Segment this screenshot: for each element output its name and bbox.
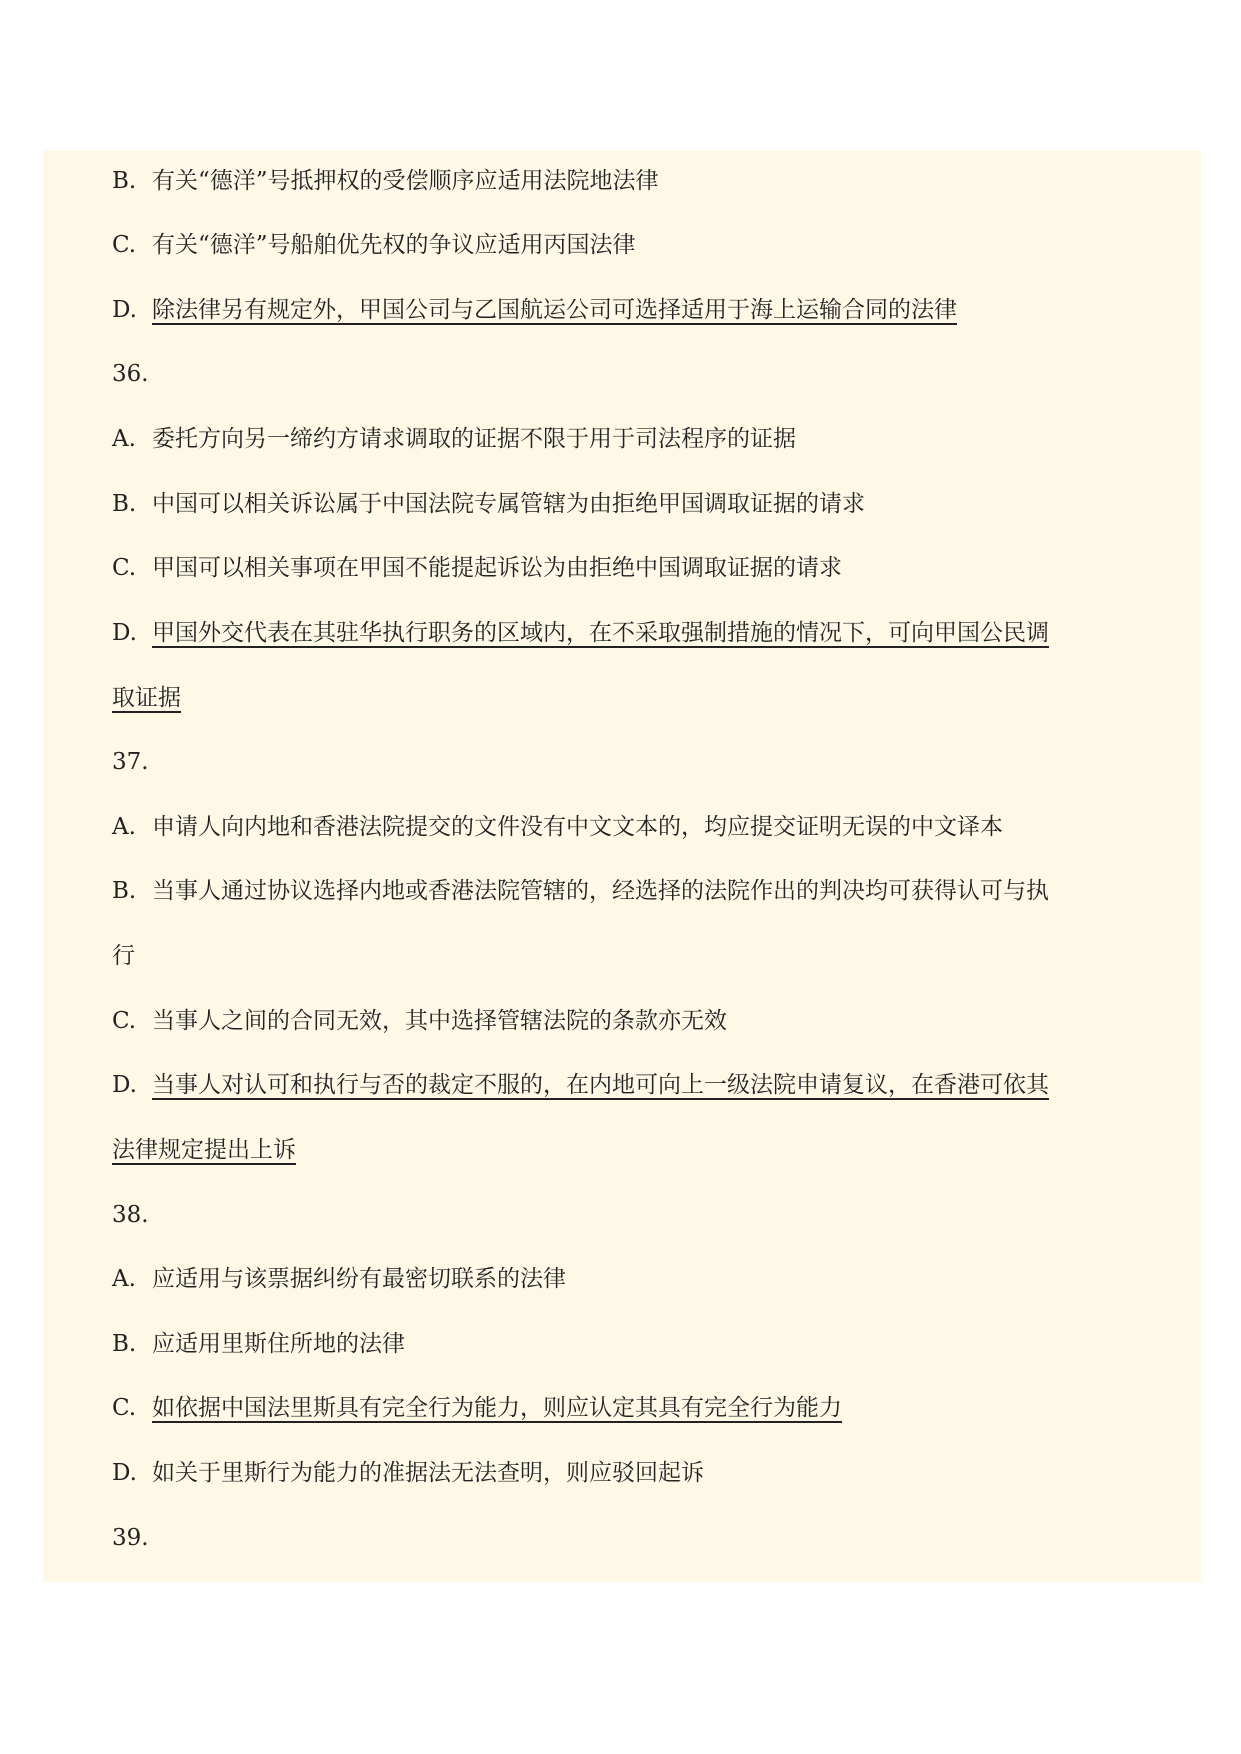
option-text: 应适用里斯住所地的法律 (152, 1331, 405, 1357)
document-page (43, 150, 1201, 1582)
option-a-q37 (112, 812, 1003, 842)
option-d-q36-continued (112, 683, 181, 713)
question-number-38: 38. (112, 1202, 149, 1228)
option-c-q37 (112, 1006, 727, 1036)
option-label: B. (112, 1331, 137, 1357)
option-text: 当事人通过协议选择内地或香港法院管辖的，经选择的法院作出的判决均可获得认可与执 (152, 878, 1049, 904)
option-text: 委托方向另一缔约方请求调取的证据不限于用于司法程序的证据 (152, 426, 796, 452)
option-d-q38 (112, 1458, 704, 1488)
option-a-q36 (112, 424, 796, 454)
option-label: C. (112, 555, 137, 581)
option-text-answer: 当事人对认可和执行与否的裁定不服的，在内地可向上一级法院申请复议，在香港可依其 (152, 1072, 1049, 1098)
option-a-q38 (112, 1264, 566, 1294)
option-label: A. (112, 426, 136, 452)
option-label: B. (112, 491, 137, 517)
option-b-q36 (112, 489, 865, 519)
option-text: 应适用与该票据纠纷有最密切联系的法律 (152, 1266, 566, 1292)
question-number-37: 37. (112, 749, 149, 775)
option-label: B. (112, 878, 137, 904)
option-text: 有关“德洋”号船舶优先权的争议应适用丙国法律 (152, 232, 636, 258)
option-label: D. (112, 297, 137, 323)
option-label: C. (112, 232, 137, 258)
option-text: 甲国可以相关事项在甲国不能提起诉讼为由拒绝中国调取证据的请求 (152, 555, 842, 581)
option-text-answer: 除法律另有规定外，甲国公司与乙国航运公司可选择适用于海上运输合同的法律 (152, 297, 957, 323)
option-c-q38 (112, 1393, 842, 1423)
option-b-q37 (112, 876, 1049, 906)
option-text-answer: 法律规定提出上诉 (112, 1137, 296, 1163)
option-text-answer: 甲国外交代表在其驻华执行职务的区域内，在不采取强制措施的情况下，可向甲国公民调 (152, 620, 1049, 646)
option-label: A. (112, 1266, 136, 1292)
option-c-q36 (112, 553, 842, 583)
option-d-q37-continued (112, 1135, 296, 1165)
option-label: C. (112, 1395, 137, 1421)
question-number-36: 36. (112, 361, 149, 387)
option-label: D. (112, 1072, 137, 1098)
option-d-q36 (112, 618, 1049, 648)
option-text-answer: 如依据中国法里斯具有完全行为能力，则应认定其具有完全行为能力 (152, 1395, 842, 1421)
option-d-q35 (112, 295, 957, 325)
option-d-q37 (112, 1070, 1049, 1100)
option-b-q35 (112, 166, 659, 196)
option-c-q35 (112, 230, 636, 260)
option-text: 申请人向内地和香港法院提交的文件没有中文文本的，均应提交证明无误的中文译本 (152, 814, 1003, 840)
option-label: C. (112, 1008, 137, 1034)
option-text: 如关于里斯行为能力的准据法无法查明，则应驳回起诉 (152, 1460, 704, 1486)
option-text: 当事人之间的合同无效，其中选择管辖法院的条款亦无效 (152, 1008, 727, 1034)
option-text: 有关“德洋”号抵押权的受偿顺序应适用法院地法律 (152, 168, 659, 194)
option-text: 中国可以相关诉讼属于中国法院专属管辖为由拒绝甲国调取证据的请求 (152, 491, 865, 517)
question-number-39: 39. (112, 1525, 149, 1551)
option-text-answer: 取证据 (112, 685, 181, 711)
option-b-q38 (112, 1329, 405, 1359)
option-label: D. (112, 620, 137, 646)
option-label: B. (112, 168, 137, 194)
option-b-q37-continued: 行 (112, 943, 135, 969)
option-label: A. (112, 814, 136, 840)
option-label: D. (112, 1460, 137, 1486)
